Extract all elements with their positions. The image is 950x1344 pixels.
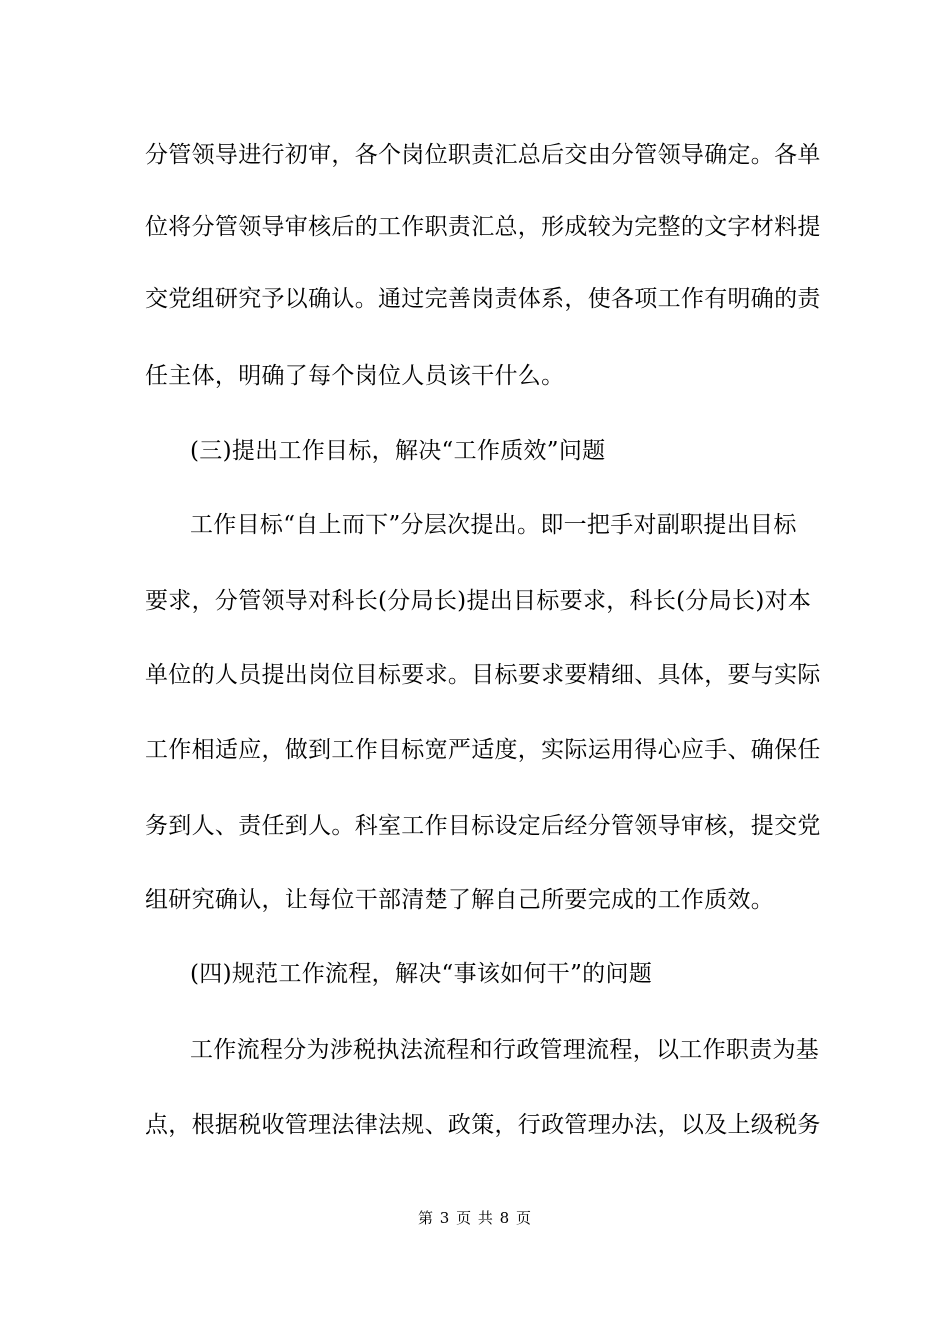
body-text-line: 组研究确认，让每位干部清楚了解自己所要完成的工作质效。 [145,887,775,913]
section-heading: (四)规范工作流程，解决“事该如何干”的问题 [190,961,653,987]
body-text-line: 点，根据税收管理法律法规、政策，行政管理办法，以及上级税务 [145,1112,821,1138]
body-text-line: 分管领导进行初审，各个岗位职责汇总后交由分管领导确定。各单 [145,142,821,168]
body-text-line: 任主体，明确了每个岗位人员该干什么。 [145,363,565,389]
section-heading: (三)提出工作目标，解决“工作质效”问题 [190,438,606,464]
body-text-line: 工作相适应，做到工作目标宽严适度，实际运用得心应手、确保任 [145,737,821,763]
body-text-line: 务到人、责任到人。科室工作目标设定后经分管领导审核，提交党 [145,813,821,839]
page-number-footer: 第 3 页 共 8 页 [418,1209,532,1227]
body-text-line: 位将分管领导审核后的工作职责汇总，形成较为完整的文字材料提 [145,214,821,240]
body-text-line: 工作流程分为涉税执法流程和行政管理流程，以工作职责为基 [190,1037,820,1063]
body-text-line: 交党组研究予以确认。通过完善岗责体系，使各项工作有明确的责 [145,286,821,312]
body-text-line: 工作目标“自上而下”分层次提出。即一把手对副职提出目标 [190,512,797,538]
body-text-line: 单位的人员提出岗位目标要求。目标要求要精细、具体，要与实际 [145,662,821,688]
body-text-line: 要求，分管领导对科长(分局长)提出目标要求，科长(分局长)对本 [145,588,812,614]
